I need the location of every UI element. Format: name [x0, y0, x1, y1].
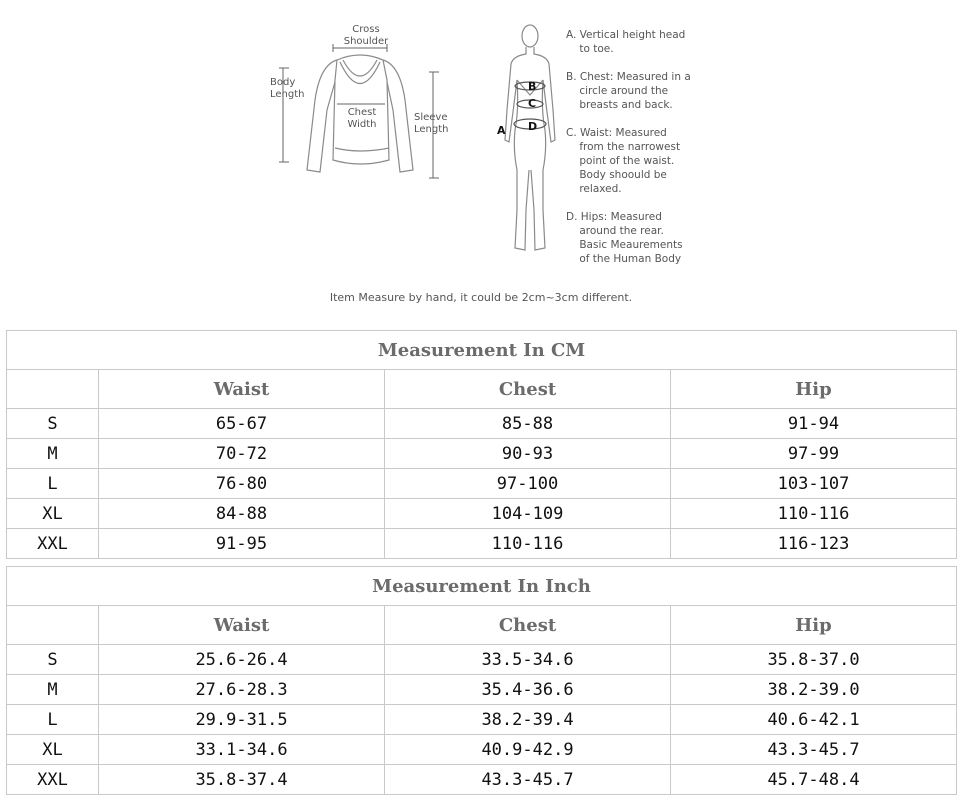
- legend-item-a: A. Vertical height head to toe.: [566, 29, 686, 55]
- legend-item-c: C. Waist: Measured from the narrowest point of the waist. Body shoould be relaxed.: [566, 127, 681, 195]
- hip-cell: 116-123: [671, 529, 957, 559]
- hip-cell: 40.6-42.1: [671, 705, 957, 735]
- figure-letter-b: B: [528, 80, 537, 93]
- legend-item-d: D. Hips: Measured around the rear. Basic Meaurements of the Human Body: [566, 211, 683, 265]
- waist-cell: 65-67: [99, 409, 385, 439]
- size-cell: S: [7, 645, 99, 675]
- chest-width-label: Chest Width: [347, 107, 377, 130]
- waist-cell: 25.6-26.4: [99, 645, 385, 675]
- chest-cell: 43.3-45.7: [385, 765, 671, 795]
- header-cell: [7, 370, 99, 409]
- chest-cell: 40.9-42.9: [385, 735, 671, 765]
- measurement-note: Item Measure by hand, it could be 2cm~3cm different.: [329, 291, 633, 304]
- chest-cell: 97-100: [385, 469, 671, 499]
- hip-cell: 103-107: [671, 469, 957, 499]
- hip-cell: 38.2-39.0: [671, 675, 957, 705]
- size-cell: XXL: [7, 529, 99, 559]
- header-cell-waist: Waist: [99, 370, 385, 409]
- chest-cell: 85-88: [385, 409, 671, 439]
- size-cell: L: [7, 469, 99, 499]
- waist-cell: 29.9-31.5: [99, 705, 385, 735]
- size-cell: XXL: [7, 765, 99, 795]
- table-row: [7, 529, 957, 559]
- size-cell: M: [7, 675, 99, 705]
- hip-cell: 43.3-45.7: [671, 735, 957, 765]
- table-row: [7, 499, 957, 529]
- waist-cell: 33.1-34.6: [99, 735, 385, 765]
- chest-cell: 110-116: [385, 529, 671, 559]
- table-row: [7, 409, 957, 439]
- size-cell: XL: [7, 499, 99, 529]
- size-table-cm: [6, 330, 957, 559]
- size-table-inch: [6, 566, 957, 795]
- sleeve-length-label: Sleeve Length: [414, 112, 449, 135]
- body-length-label: Body Length: [270, 77, 305, 100]
- waist-cell: 27.6-28.3: [99, 675, 385, 705]
- hip-cell: 45.7-48.4: [671, 765, 957, 795]
- header-cell-waist: Waist: [99, 606, 385, 645]
- size-cell: S: [7, 409, 99, 439]
- header-cell-chest: Chest: [385, 606, 671, 645]
- table-row: [7, 705, 957, 735]
- table-row: [7, 469, 957, 499]
- legend-item-b: B. Chest: Measured in a circle around the breasts and back.: [566, 71, 691, 111]
- chest-cell: 90-93: [385, 439, 671, 469]
- header-cell: [7, 606, 99, 645]
- waist-cell: 91-95: [99, 529, 385, 559]
- waist-cell: 84-88: [99, 499, 385, 529]
- table-title: Measurement In CM: [7, 331, 957, 370]
- figure-letter-d: D: [528, 120, 538, 133]
- figure-letter-a: A: [497, 124, 506, 137]
- size-cell: L: [7, 705, 99, 735]
- header-cell-hip: Hip: [671, 370, 957, 409]
- table-row: [7, 675, 957, 705]
- figure-letter-c: C: [528, 97, 537, 110]
- hip-cell: 35.8-37.0: [671, 645, 957, 675]
- table-row: [7, 645, 957, 675]
- measurement-diagram: [0, 0, 962, 320]
- table-row: [7, 765, 957, 795]
- body-figure-illustration: [495, 20, 565, 255]
- header-cell-chest: Chest: [385, 370, 671, 409]
- table-title: Measurement In Inch: [7, 567, 957, 606]
- size-cell: M: [7, 439, 99, 469]
- chest-cell: 104-109: [385, 499, 671, 529]
- waist-cell: 35.8-37.4: [99, 765, 385, 795]
- hip-cell: 91-94: [671, 409, 957, 439]
- cross-shoulder-label: Cross Shoulder: [343, 24, 389, 47]
- waist-cell: 76-80: [99, 469, 385, 499]
- header-cell-hip: Hip: [671, 606, 957, 645]
- waist-cell: 70-72: [99, 439, 385, 469]
- table-row: [7, 439, 957, 469]
- size-cell: XL: [7, 735, 99, 765]
- chest-cell: 35.4-36.6: [385, 675, 671, 705]
- table-row: [7, 735, 957, 765]
- chest-cell: 38.2-39.4: [385, 705, 671, 735]
- hip-cell: 97-99: [671, 439, 957, 469]
- chest-cell: 33.5-34.6: [385, 645, 671, 675]
- hip-cell: 110-116: [671, 499, 957, 529]
